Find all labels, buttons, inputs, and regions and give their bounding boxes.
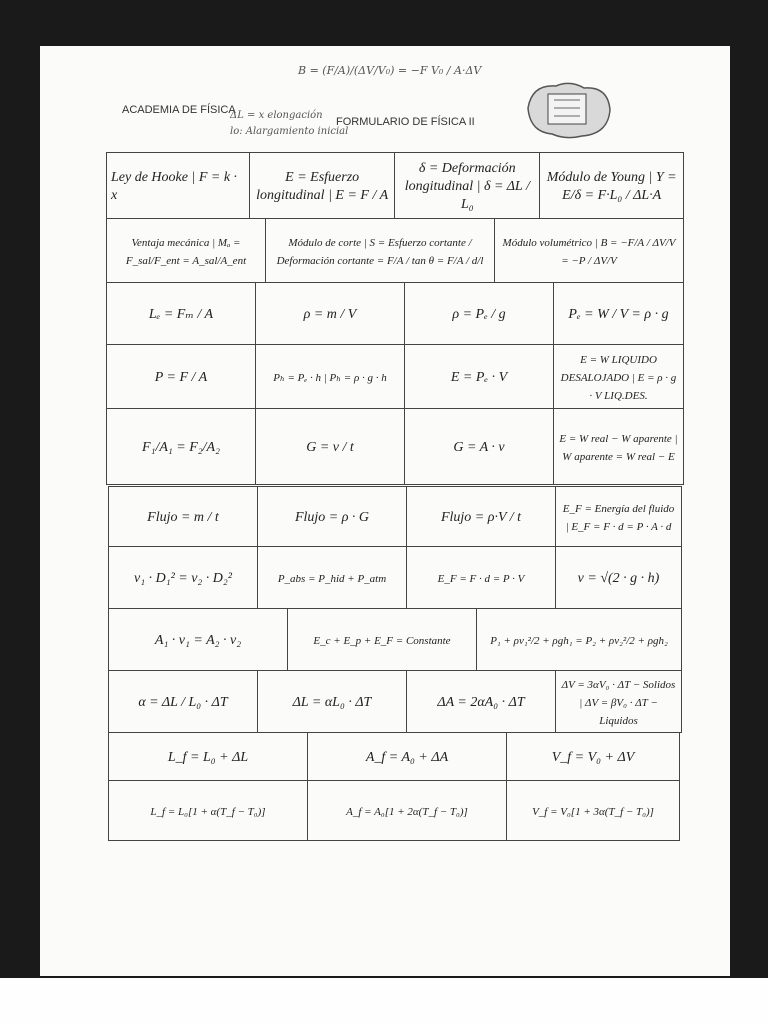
formula-cell: ΔV = 3αV₀ · ΔT − Solidos | ΔV = βV₀ · ΔT − Liquidos (556, 671, 682, 733)
academy-label: ACADEMIA DE FÍSICA (122, 104, 236, 116)
formula-cell-corte: Módulo de corte | S = Esfuerzo cortante / Deformación cortante = F/A / tan θ = F/A / d/l (266, 219, 495, 283)
formula-cell: E = Pₑ · V (405, 345, 554, 409)
formula-cell: A_f = A₀[1 + 2α(T_f − T₀)] (308, 781, 507, 841)
formula-table-r3 (106, 282, 684, 485)
formula-cell: Flujo = ρ · G (258, 487, 407, 547)
formula-row (107, 153, 684, 219)
formula-cell: Flujo = m / t (109, 487, 258, 547)
formula-cell: v₁ · D₁² = v₂ · D₂² (109, 547, 258, 609)
hand-note-elongacion: ΔL = x elongación (230, 110, 323, 121)
formula-cell: E_F = F · d = P · V (407, 547, 556, 609)
formula-cell: E = W real − W aparente | W aparente = W real − E (554, 409, 684, 485)
formula-cell: G = v / t (256, 409, 405, 485)
formula-cell: P = F / A (107, 345, 256, 409)
formula-cell: α = ΔL / L₀ · ΔT (109, 671, 258, 733)
formula-cell: v = √(2 · g · h) (556, 547, 682, 609)
page-title: FORMULARIO DE FÍSICA II (336, 116, 475, 128)
formula-cell-ventaja: Ventaja mecánica | Mₐ = F_sal/F_ent = A_sal/A_ent (107, 219, 266, 283)
formula-cell: P₁ + ρv₁²/2 + ρgh₁ = P₂ + ρv₂²/2 + ρgh₂ (477, 609, 682, 671)
formula-cell: V_f = V₀[1 + 3α(T_f − T₀)] (507, 781, 680, 841)
formula-cell: L_f = L₀[1 + α(T_f − T₀)] (109, 781, 308, 841)
formula-cell: ΔA = 2αA₀ · ΔT (407, 671, 556, 733)
formula-table-r10 (108, 732, 680, 841)
formula-cell-esfuerzo: E = Esfuerzo longitudinal | E = F / A (250, 153, 395, 219)
formula-table-r2 (106, 218, 684, 283)
formula-cell: ΔL = αL₀ · ΔT (258, 671, 407, 733)
formula-cell: A_f = A₀ + ΔA (308, 733, 507, 781)
formula-cell: G = A · v (405, 409, 554, 485)
formula-cell: A₁ · v₁ = A₂ · v₂ (109, 609, 288, 671)
formula-cell: L_f = L₀ + ΔL (109, 733, 308, 781)
formula-cell: V_f = V₀ + ΔV (507, 733, 680, 781)
formula-cell: E = W LIQUIDO DESALOJADO | E = ρ · g · V LIQ.DES. (554, 345, 684, 409)
formula-cell-hooke: Ley de Hooke | F = k · x (107, 153, 250, 219)
academy-seal-logo (522, 78, 614, 140)
formula-cell: Flujo = ρ·V / t (407, 487, 556, 547)
formula-cell: ρ = m / V (256, 283, 405, 345)
hand-note-alargamiento: lo: Alargamiento inicial (230, 126, 349, 137)
bottom-margin (0, 978, 768, 1024)
formula-cell-young: Módulo de Young | Y = E/δ = F·L₀ / ΔL·A (540, 153, 684, 219)
formula-table (106, 152, 684, 219)
formula-cell: E_c + E_p + E_F = Constante (288, 609, 477, 671)
formula-cell-volumetrico: Módulo volumétrico | B = −F/A / ΔV/V = −P / ΔV/V (495, 219, 684, 283)
hand-note-bulk: B = (F/A)/(ΔV/V₀) = −F V₀ / A·ΔV (298, 64, 482, 77)
formula-table-r9 (108, 670, 682, 733)
formula-cell: F₁/A₁ = F₂/A₂ (107, 409, 256, 485)
formula-cell: Lₑ = Fₘ / A (107, 283, 256, 345)
formula-row (107, 219, 684, 283)
formula-cell: P_abs = P_hid + P_atm (258, 547, 407, 609)
formula-cell: Pₕ = Pₑ · h | Pₕ = ρ · g · h (256, 345, 405, 409)
formula-cell: ρ = Pₑ / g (405, 283, 554, 345)
formula-table-r8 (108, 608, 682, 671)
formula-cell: Pₑ = W / V = ρ · g (554, 283, 684, 345)
formula-table-r6 (108, 486, 682, 609)
formula-cell: E_F = Energía del fluido | E_F = F · d = P · A · d (556, 487, 682, 547)
formula-cell-deformacion: δ = Deformación longitudinal | δ = ΔL / L₀ (395, 153, 540, 219)
